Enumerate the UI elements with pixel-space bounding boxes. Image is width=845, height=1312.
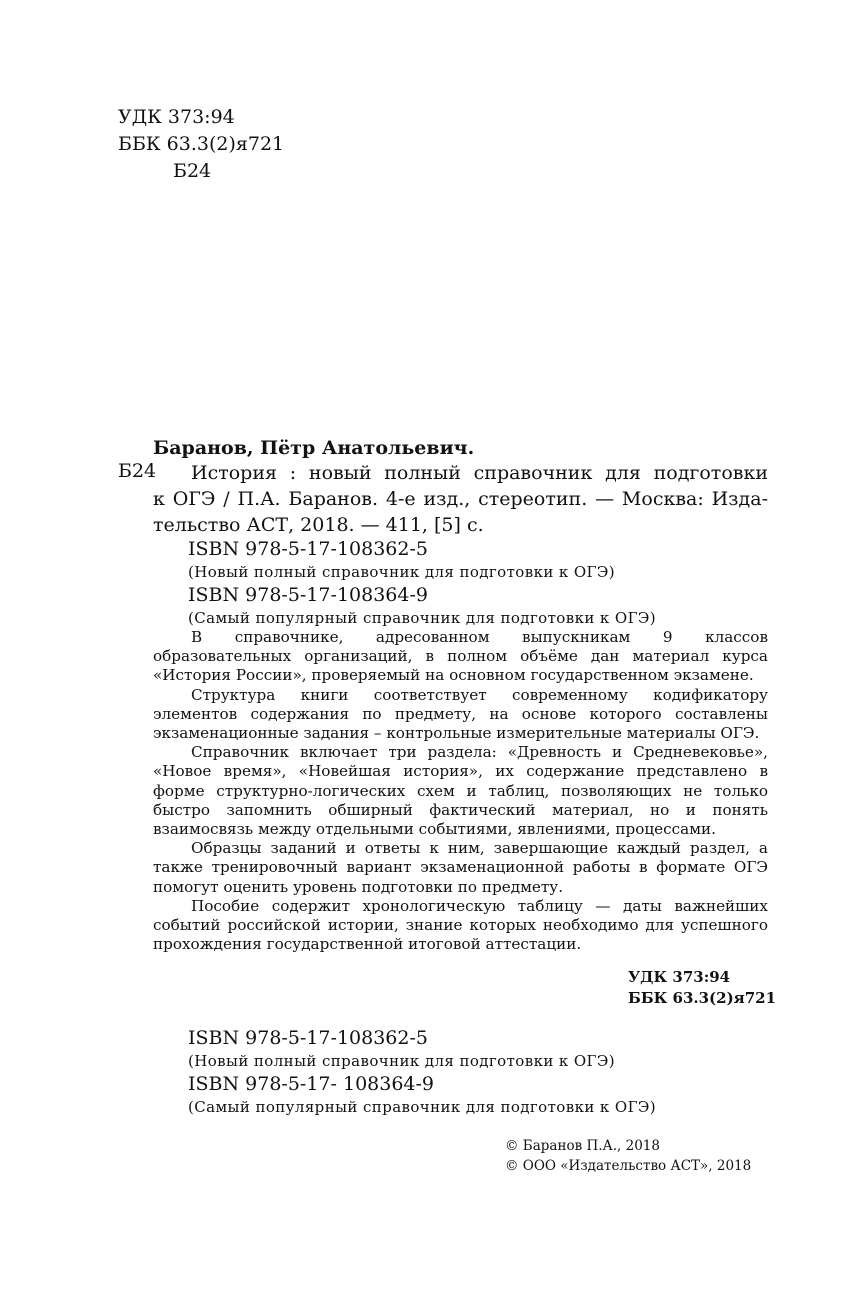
bbk-code: ББК 63.3(2)я721 (628, 989, 777, 1007)
copyright-block (505, 1136, 751, 1176)
annotation-paragraph: Справочник включает три раздела: «Древность и Средневековье», «Новое время», «Новейшая история», их содержание представлено в форме структурно-логических схем и таблиц, позволяющих не только быстро запомнить обширный фактический материал, но и понять взаимосвязь между отдельными событиями, явлениями, процессами. (153, 743, 768, 839)
annotation-paragraph: В справочнике, адресованном выпускникам 9 классов образовательных организаций, в полном объёме дан материал курса «История России», проверяемый на основном государственном экзамене. (153, 628, 768, 685)
isbn-note: (Новый полный справочник для подготовки к ОГЭ) (188, 1052, 616, 1070)
annotation-paragraph: Образцы заданий и ответы к ним, завершающие каждый раздел, а также тренировочный вариант экзаменационной работы в формате ОГЭ помогут оценить уровень подготовки по предмету. (153, 839, 768, 896)
annotation-paragraph: Структура книги соответствует современному кодификатору элементов содержания по предмету, на основе которого составлены экзаменационные задания – контрольные измерительные материалы ОГЭ. (153, 685, 768, 743)
isbn-note: (Новый полный справочник для подготовки к ОГЭ) (188, 563, 616, 581)
classification-header (118, 104, 284, 185)
annotation (153, 628, 768, 954)
bibliographic-description (153, 460, 768, 538)
isbn-list-bottom (188, 1026, 656, 1118)
udk-code: УДК 373:94 (628, 968, 731, 986)
isbn-note: (Самый популярный справочник для подготовки к ОГЭ) (188, 1098, 657, 1116)
author-heading: Баранов, Пётр Анатольевич. (153, 437, 475, 459)
bib-line: История : новый полный справочник для подготовки (191, 462, 768, 484)
annotation-paragraph: Пособие содержит хронологическую таблицу — даты важнейших событий российской истории, знание которых необходимо для успешного прохождения государственной итоговой аттестации. (153, 896, 768, 954)
bibliographic-author-mark: Б24 (118, 460, 157, 482)
isbn-number: ISBN 978-5-17-108364-9 (188, 584, 428, 606)
author-mark: Б24 (173, 160, 212, 182)
isbn-number: ISBN 978-5-17-108362-5 (188, 538, 428, 560)
bib-line: к ОГЭ / П.А. Баранов. 4-е изд., стереотип. — Москва: Изда- (153, 488, 768, 510)
udk-code: УДК 373:94 (118, 106, 235, 128)
isbn-note: (Самый популярный справочник для подготовки к ОГЭ) (188, 609, 657, 627)
copyright-publisher: © ООО «Издательство АСТ», 2018 (505, 1158, 752, 1174)
isbn-number: ISBN 978-5-17- 108364-9 (188, 1073, 435, 1095)
isbn-list-top (188, 537, 656, 629)
bbk-code: ББК 63.3(2)я721 (118, 133, 285, 155)
isbn-number: ISBN 978-5-17-108362-5 (188, 1027, 428, 1049)
copyright-author: © Баранов П.А., 2018 (505, 1138, 660, 1154)
classification-footer (628, 967, 776, 1009)
bib-line: тельство АСТ, 2018. — 411, [5] с. (153, 514, 484, 536)
